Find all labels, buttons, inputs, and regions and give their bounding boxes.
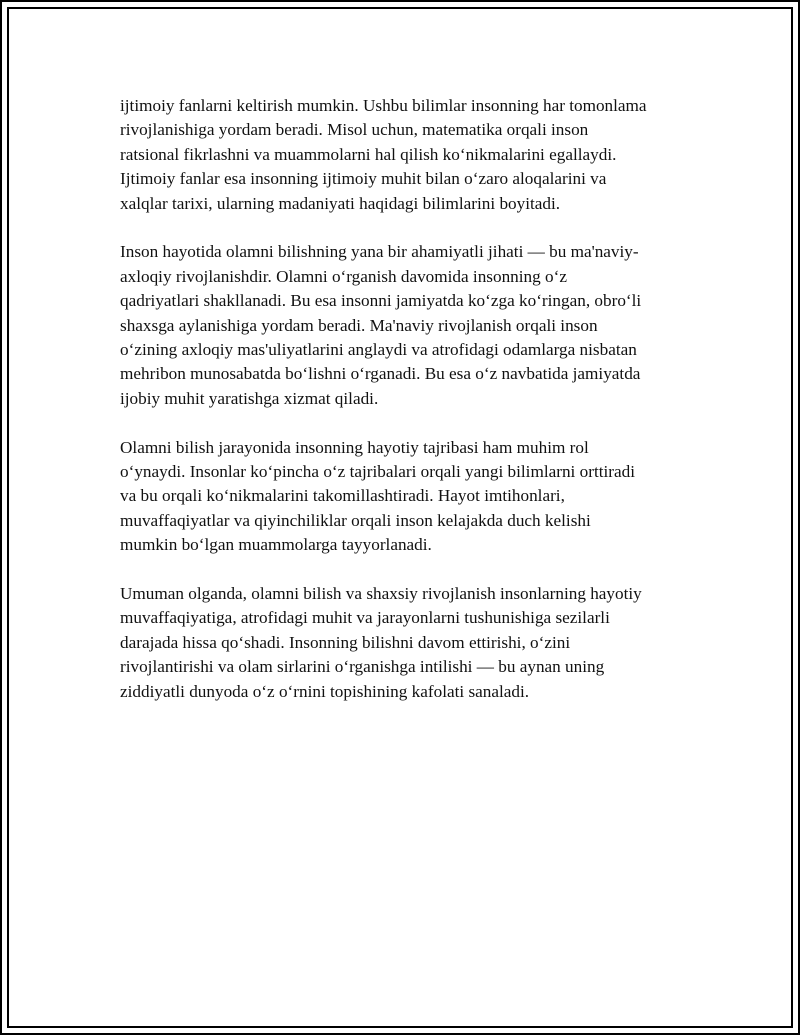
text-line: ijobiy muhit yaratishga xizmat qiladi. <box>120 388 379 408</box>
text-line: xalqlar tarixi, ularning madaniyati haqidagi bilimlarini boyitadi. <box>120 193 561 213</box>
text-line: mehribon munosabatda bo‘lishni o‘rganadi. Bu esa o‘z navbatida jamiyatda <box>120 364 641 384</box>
paragraph-4 <box>120 582 700 704</box>
text-line: axloqiy rivojlanishdir. Olamni o‘rganish davomida insonning o‘z <box>120 266 567 286</box>
text-line: shaxsga aylanishiga yordam beradi. Ma'naviy rivojlanish orqali inson <box>120 315 598 335</box>
text-line: ijtimoiy fanlarni keltirish mumkin. Ushbu bilimlar insonning har tomonlama <box>120 96 647 115</box>
text-line: muvaffaqiyatlar va qiyinchiliklar orqali inson kelajakda duch kelishi <box>120 510 591 530</box>
paragraph-1 <box>120 94 700 216</box>
text-line: muvaffaqiyatiga, atrofidagi muhit va jarayonlarni tushunishiga sezilarli <box>120 608 610 628</box>
paragraph-3 <box>120 436 700 558</box>
text-line: ziddiyatli dunyoda o‘z o‘rnini topishining kafolati sanaladi. <box>120 681 530 701</box>
text-line: Inson hayotida olamni bilishning yana bir ahamiyatli jihati — bu ma'naviy- <box>120 242 639 262</box>
document-body <box>120 94 700 729</box>
text-line: ratsional fikrlashni va muammolarni hal qilish ko‘nikmalarini egallaydi. <box>120 144 617 164</box>
text-line: o‘zining axloqiy mas'uliyatlarini anglaydi va atrofidagi odamlarga nisbatan <box>120 340 637 360</box>
text-line: o‘ynaydi. Insonlar ko‘pincha o‘z tajribalari orqali yangi bilimlarni orttiradi <box>120 462 635 482</box>
text-line: qadriyatlari shakllanadi. Bu esa insonni jamiyatda ko‘zga ko‘ringan, obro‘li <box>120 291 642 311</box>
text-line: mumkin bo‘lgan muammolarga tayyorlanadi. <box>120 535 432 555</box>
text-line: Umuman olganda, olamni bilish va shaxsiy rivojlanish insonlarning hayotiy <box>120 584 642 604</box>
text-line: rivojlantirishi va olam sirlarini o‘rganishga intilishi — bu aynan uning <box>120 657 605 677</box>
text-line: darajada hissa qo‘shadi. Insonning bilishni davom ettirishi, o‘zini <box>120 632 571 652</box>
paragraph-2 <box>120 240 700 411</box>
text-line: Ijtimoiy fanlar esa insonning ijtimoiy muhit bilan o‘zaro aloqalarini va <box>120 169 607 189</box>
text-line: va bu orqali ko‘nikmalarini takomillashtiradi. Hayot imtihonlari, <box>120 486 565 506</box>
text-line: rivojlanishiga yordam beradi. Misol uchun, matematika orqali inson <box>120 120 589 140</box>
text-line: Olamni bilish jarayonida insonning hayotiy tajribasi ham muhim rol <box>120 437 589 457</box>
